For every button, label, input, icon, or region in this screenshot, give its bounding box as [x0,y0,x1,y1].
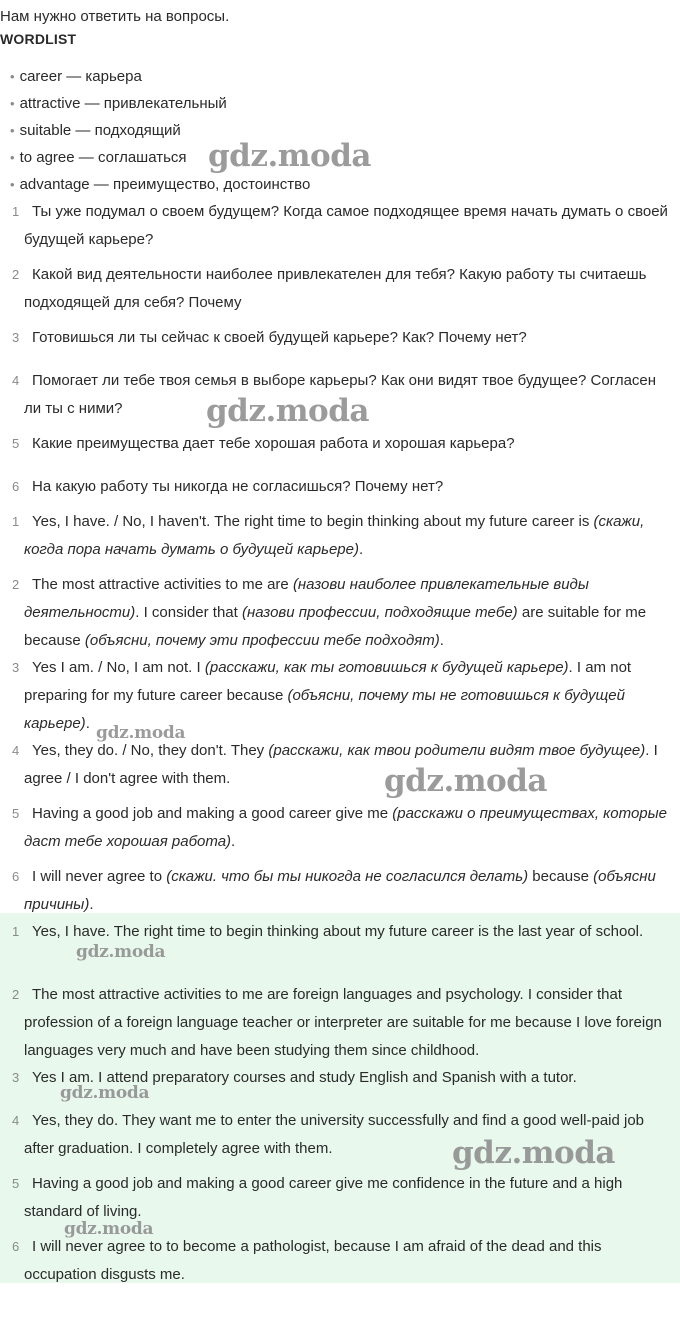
template-item [0,800,672,856]
answer-text: Yes I am. I attend preparatory courses and study English and Spanish with a tutor. [32,1069,577,1086]
template-text: I will never agree to (скажи. что бы ты никогда не согласился делать) because (объясни причины). [24,868,656,913]
word-item [10,149,187,166]
answer-number: 3 [12,1070,20,1085]
wordlist-title: WORDLIST [0,31,77,47]
question-number: 1 [12,204,20,219]
word-item [10,176,310,193]
answer-text: Having a good job and making a good career give me confidence in the future and a high standard of living. [24,1175,623,1220]
template-item [0,863,672,919]
template-number: 5 [12,806,20,821]
answer-number: 5 [12,1176,20,1191]
question-number: 3 [12,330,20,345]
question-item [0,473,672,501]
answer-text: I will never agree to to become a pathologist, because I am afraid of the dead and this occupation disgusts me. [24,1238,602,1283]
question-text: На какую работу ты никогда не согласишься? Почему нет? [32,478,444,495]
answer-number: 6 [12,1239,20,1254]
answer-text: Yes, they do. They want me to enter the university successfully and find a good well-paid job after graduation. I completely agree with them. [24,1112,645,1157]
word-text: advantage — преимущество, достоинство [19,176,311,193]
answer-number: 4 [12,1113,20,1128]
bullet-icon: • [10,150,15,165]
template-item [0,571,672,655]
template-item [0,508,672,564]
word-text: to agree — соглашаться [19,149,187,166]
template-number: 3 [12,660,20,675]
answer-item [0,1233,672,1289]
bullet-icon: • [10,123,15,138]
template-item [0,737,672,793]
answer-item [0,1170,672,1226]
word-text: suitable — подходящий [19,122,181,139]
question-text: Какой вид деятельности наиболее привлекателен для тебя? Какую работу ты считаешь подходящей для себя? Почему [24,266,647,311]
answer-text: Yes, I have. The right time to begin thinking about my future career is the last year of school. [32,923,644,940]
word-item [10,95,227,112]
question-text: Ты уже подумал о своем будущем? Когда самое подходящее время начать думать о своей будущей карьере? [24,203,668,248]
template-text: Yes I am. / No, I am not. I (расскажи, как ты готовишься к будущей карьере). I am not preparing for my future career because (объясни, почему ты не готовишься к будущей карьере). [24,659,632,732]
word-item [10,122,181,139]
template-text: The most attractive activities to me are (назови наиболее привлекательные виды деятельности). I consider that (назови профессии, подходящие тебе) are suitable for me because (объясни, почему эти профессии тебе подходят). [24,576,647,649]
word-text: attractive — привлекательный [19,95,227,112]
template-text: Yes, they do. / No, they don't. They (расскажи, как твои родители видят твое будущее). I agree / I don't agree with them. [24,742,658,787]
answer-item [0,981,672,1065]
template-number: 6 [12,869,20,884]
template-number: 2 [12,577,20,592]
intro-text: Нам нужно ответить на вопросы. [0,8,230,25]
question-number: 2 [12,267,20,282]
watermark: gdz.moda [64,1219,154,1239]
watermark: gdz.moda [208,138,371,174]
word-text: career — карьера [19,68,142,85]
template-number: 4 [12,743,20,758]
watermark: gdz.moda [60,1083,150,1103]
watermark: gdz.moda [452,1135,615,1171]
question-item [0,198,672,254]
question-number: 4 [12,373,20,388]
question-item [0,430,672,458]
answer-number: 2 [12,987,20,1002]
question-number: 6 [12,479,20,494]
template-text: Having a good job and making a good career give me (расскажи о преимуществах, которые даст тебе хорошая работа). [24,805,668,850]
template-number: 1 [12,514,20,529]
question-text: Помогает ли тебе твоя семья в выборе карьеры? Как они видят твое будущее? Согласен ли ты с ними? [24,372,657,417]
question-number: 5 [12,436,20,451]
question-text: Готовишься ли ты сейчас к своей будущей карьере? Как? Почему нет? [32,329,527,346]
bullet-icon: • [10,96,15,111]
question-text: Какие преимущества дает тебе хорошая работа и хорошая карьера? [32,435,515,452]
watermark: gdz.moda [96,723,186,743]
template-text: Yes, I have. / No, I haven't. The right time to begin thinking about my future career is (скажи, когда пора начать думать о будущей карьере). [24,513,645,558]
answer-text: The most attractive activities to me are foreign languages and psychology. I consider that profession of a foreign language teacher or interpreter are suitable for me because I love foreign languages very much and have been studying them since childhood. [24,986,662,1059]
answer-number: 1 [12,924,20,939]
watermark: gdz.moda [384,763,547,799]
watermark: gdz.moda [76,942,166,962]
bullet-icon: • [10,69,15,84]
watermark: gdz.moda [206,393,369,429]
word-item [10,68,142,85]
bullet-icon: • [10,177,15,192]
question-item [0,324,672,352]
question-item [0,261,672,317]
